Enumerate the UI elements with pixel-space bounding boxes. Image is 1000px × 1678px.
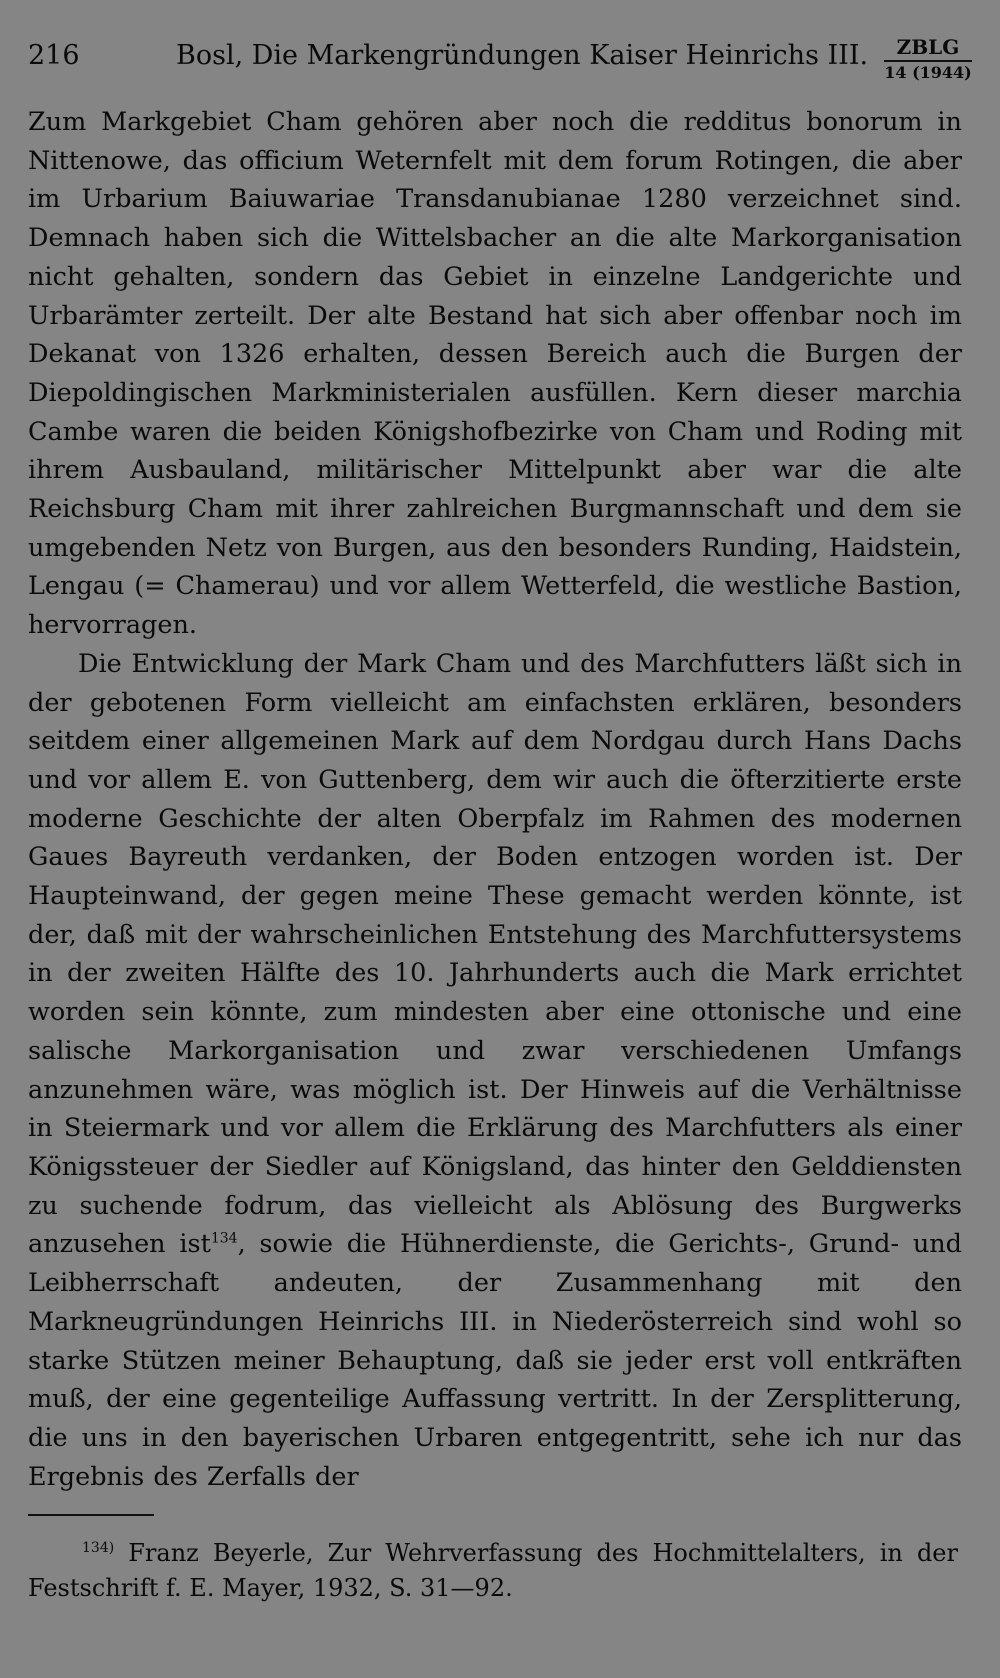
page-number: 216 (28, 40, 80, 71)
footnote-separator (28, 1514, 154, 1516)
paragraph: Zum Markgebiet Cham gehören aber noch die redditus bonorum in Nittenowe, das officium Weternfelt mit dem forum Rotingen, die aber im Urbarium Baiuwariae Transdanubianae 1280 verzeichnet sind. Demnach haben sich die Wittelsbacher an die alte Markorganisation nicht gehalten, sondern das Gebiet in einzelne Landgerichte und Urbarämter zerteilt. Der alte Bestand hat sich aber offenbar noch im Dekanat von 1326 erhalten, dessen Bereich auch die Burgen der Diepoldingischen Markministerialen ausfüllen. Kern dieser marchia Cambe waren die beiden Königshofbezirke von Cham und Roding mit ihrem Ausbauland, militärischer Mittelpunkt aber war die alte Reichsburg Cham mit ihrer zahlreichen Burgmannschaft und dem sie umgebenden Netz von Burgen, aus den besonders Runding, Haidstein, Lengau (= Chamerau) und vor allem Wetterfeld, die westliche Bastion, hervorragen. (28, 107, 962, 641)
footnote-number-text: 134) (82, 1540, 115, 1556)
footnote (28, 1536, 958, 1606)
body-text (28, 103, 962, 1496)
footnote-reference: 134 (210, 1230, 238, 1247)
running-title: Bosl, Die Markengründungen Kaiser Heinrichs III. (176, 40, 869, 71)
footnote-number (28, 1539, 114, 1567)
journal-reference (884, 36, 972, 84)
footnote-text: Franz Beyerle, Zur Wehrverfassung des Hochmittelalters, in der Festschrift f. E. Mayer, 1932, S. 31—92. (28, 1539, 958, 1602)
page-header (26, 36, 972, 86)
journal-abbreviation: ZBLG (884, 36, 972, 62)
journal-volume: 14 (1944) (884, 63, 972, 82)
paragraph (28, 645, 962, 1496)
paragraph-text: Die Entwicklung der Mark Cham und des Marchfutters läßt sich in der gebotenen Form vielleicht am einfachsten erklären, besonders seitdem einer allgemeinen Mark auf dem Nordgau durch Hans Dachs und vor allem E. von Guttenberg, dem wir auch die öfterzitierte erste moderne Geschichte der alten Oberpfalz im Rahmen des modernen Gaues Bayreuth verdanken, der Boden entzogen worden ist. Der Haupteinwand, der gegen meine These gemacht werden könnte, ist der, daß mit der wahrscheinlichen Entstehung des Marchfuttersystems in der zweiten Hälfte des 10. Jahrhunderts auch die Mark errichtet worden sein könnte, zum mindesten aber eine ottonische und eine salische Markorganisation und zwar verschiedenen Umfangs anzunehmen wäre, was möglich ist. Der Hinweis auf die Verhältnisse in Steiermark und vor allem die Erklärung des Marchfutters als einer Königssteuer der Siedler auf Königsland, das hinter den Gelddiensten zu suchende fodrum, das vielleicht als Ablösung des Burgwerks anzusehen ist (28, 648, 962, 1260)
paragraph-text: , sowie die Hühnerdienste, die Gerichts-, Grund- und Leibherrschaft andeuten, der Zusammenhang mit den Markneugründungen Heinrichs III. in Niederösterreich sind wohl so starke Stützen meiner Behauptung, daß sie jeder erst voll entkräften muß, der eine gegenteilige Auffassung vertritt. In der Zersplitterung, die uns in den bayerischen Urbaren entgegentritt, sehe ich nur das Ergebnis des Zerfalls der (28, 1229, 962, 1492)
